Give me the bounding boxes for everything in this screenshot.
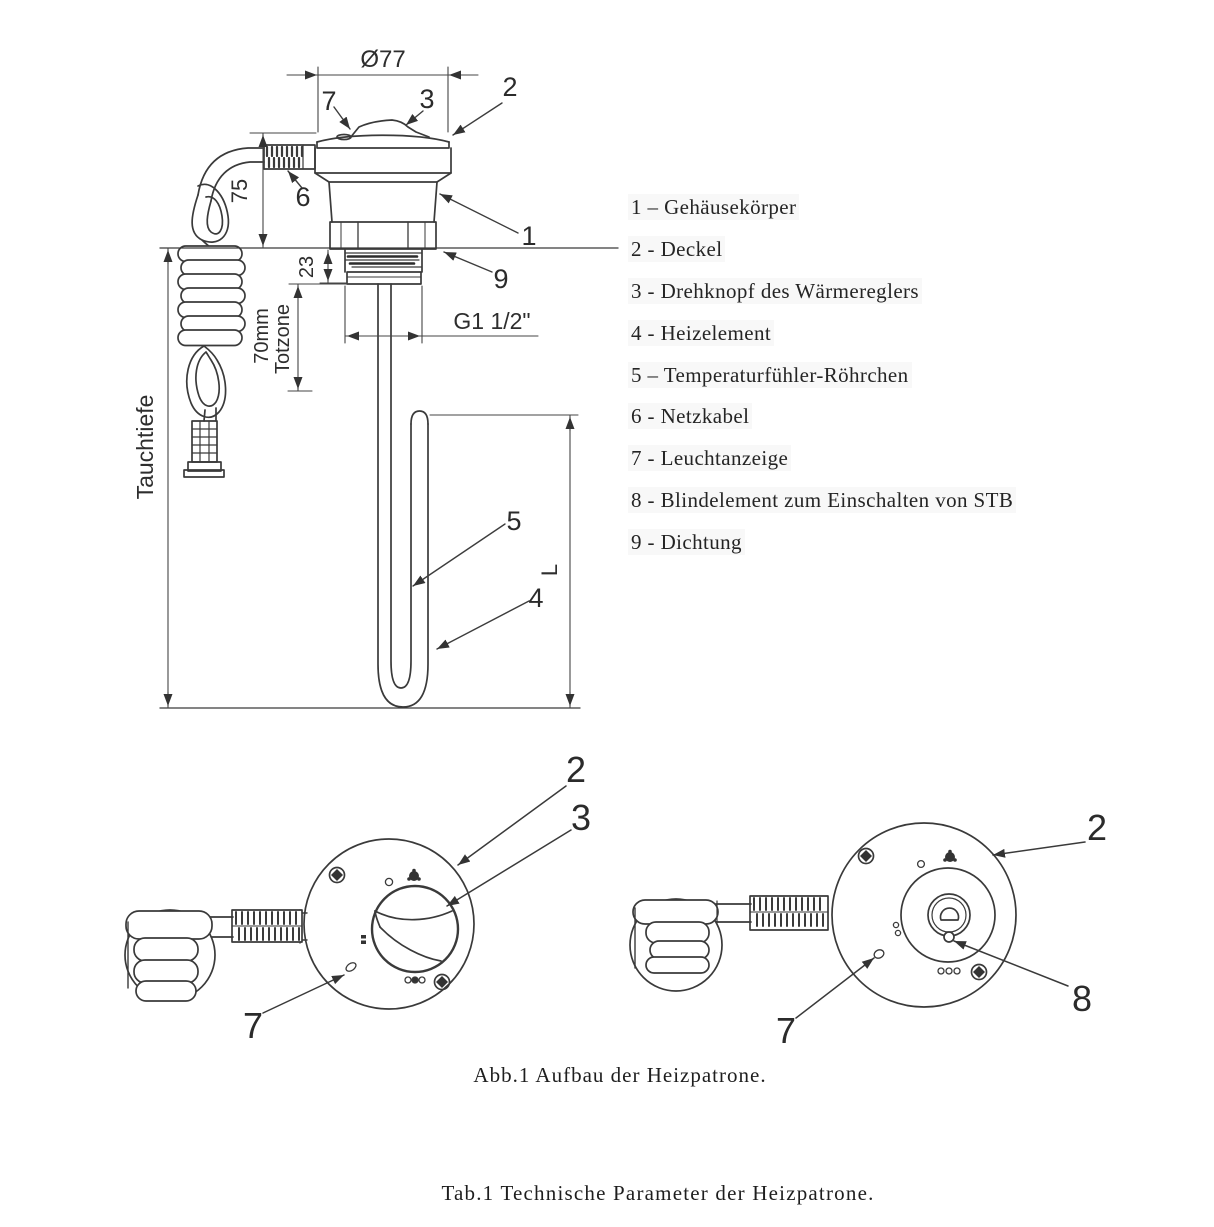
callout-3: 3 bbox=[419, 84, 435, 114]
left-callout-3: 3 bbox=[570, 797, 592, 838]
legend-item bbox=[628, 522, 1016, 564]
cover-circle bbox=[832, 823, 1016, 1007]
dim-diameter: Ø77 bbox=[360, 46, 406, 73]
legend-item-text: 7 - Leuchtanzeige bbox=[628, 445, 791, 471]
legend-item-text: 1 – Gehäusekörper bbox=[628, 194, 799, 220]
callout-4: 4 bbox=[528, 583, 544, 613]
cable-lower-loop bbox=[187, 346, 226, 421]
shaft-boss-inner bbox=[932, 898, 966, 932]
dim-tauchtiefe: Tauchtiefe bbox=[132, 394, 158, 500]
callout-9: 9 bbox=[493, 264, 509, 294]
left-callout-2: 2 bbox=[565, 749, 587, 790]
cable-gland bbox=[264, 145, 315, 169]
indicator-lamp bbox=[344, 961, 357, 973]
main-view-callout-numbers bbox=[295, 72, 543, 613]
knob-circle bbox=[372, 886, 458, 972]
blind-element-nub bbox=[944, 932, 954, 942]
bottom-view-with-knob bbox=[125, 786, 571, 1013]
legend-item bbox=[628, 355, 1016, 397]
cable-and-plug-right bbox=[630, 896, 828, 991]
plug-side-view bbox=[184, 421, 224, 477]
right-callout-8: 8 bbox=[1071, 978, 1093, 1019]
callout-1: 1 bbox=[521, 221, 537, 251]
callout-6: 6 bbox=[295, 182, 311, 212]
cable-coil bbox=[178, 246, 245, 346]
dim-75: 75 bbox=[227, 178, 252, 204]
cover-screws bbox=[859, 849, 987, 980]
dim-length-l: L bbox=[537, 563, 562, 577]
legend-item-text: 4 - Heizelement bbox=[628, 320, 774, 346]
housing-body bbox=[315, 148, 451, 222]
dimension-lines bbox=[168, 67, 578, 708]
bottom-view-without-knob bbox=[630, 823, 1085, 1018]
right-callout-7: 7 bbox=[775, 1010, 797, 1051]
shaft-boss-outer bbox=[928, 894, 970, 936]
cover-and-knob bbox=[317, 120, 449, 148]
left-view-callout-numbers bbox=[243, 749, 591, 1046]
parts-legend bbox=[628, 187, 1016, 564]
table-caption: Tab.1 Technische Parameter der Heizpatrone. bbox=[441, 1181, 875, 1205]
legend-item-text: 8 - Blindelement zum Einschalten von STB bbox=[628, 487, 1016, 513]
dim-70mm: 70mm bbox=[251, 308, 273, 364]
callout-leaders bbox=[288, 103, 529, 649]
legend-item-text: 2 - Deckel bbox=[628, 236, 725, 262]
legend-item-text: 9 - Dichtung bbox=[628, 529, 745, 555]
callout-2: 2 bbox=[502, 72, 518, 102]
dim-totzone: Totzone bbox=[272, 303, 294, 375]
cable-and-plug-left bbox=[125, 910, 307, 1001]
right-callout-2: 2 bbox=[1086, 807, 1108, 848]
figure-caption: Abb.1 Aufbau der Heizpatrone. bbox=[473, 1063, 767, 1087]
thread-and-seal bbox=[345, 250, 422, 284]
knob-grip bbox=[375, 911, 452, 961]
callout-5: 5 bbox=[506, 506, 522, 536]
boss-ring bbox=[901, 868, 995, 962]
dim-23: 23 bbox=[296, 255, 318, 279]
legend-item bbox=[628, 313, 1016, 355]
left-callout-7: 7 bbox=[242, 1005, 264, 1046]
legend-item bbox=[628, 480, 1016, 522]
legend-item-text: 5 – Temperaturfühler-Röhrchen bbox=[628, 362, 912, 388]
main-view bbox=[160, 67, 618, 708]
dim-thread-size: G1 1/2" bbox=[453, 308, 531, 334]
legend-item-text: 3 - Drehknopf des Wärmereglers bbox=[628, 278, 922, 304]
legend-item bbox=[628, 396, 1016, 438]
legend-item bbox=[628, 438, 1016, 480]
legend-item bbox=[628, 187, 1016, 229]
legend-item bbox=[628, 271, 1016, 313]
legend-item bbox=[628, 229, 1016, 271]
heating-element-tubes bbox=[378, 284, 428, 707]
callout-7: 7 bbox=[321, 86, 337, 116]
shaft-d-hole bbox=[941, 908, 959, 920]
hex-nut bbox=[330, 222, 436, 249]
legend-item-text: 6 - Netzkabel bbox=[628, 403, 752, 429]
